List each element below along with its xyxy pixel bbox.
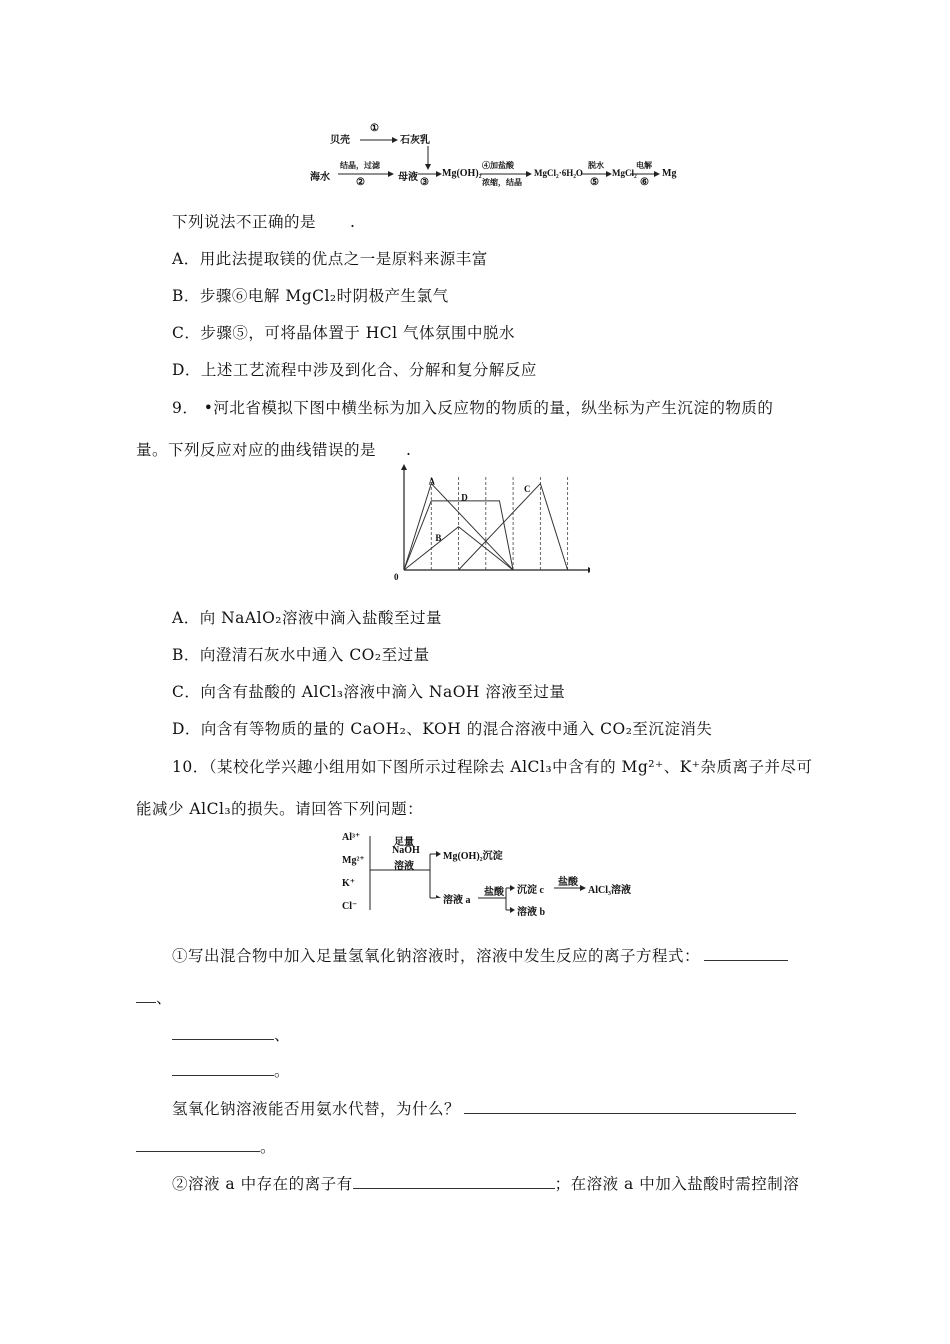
crystallize-filter-label: 结晶，过滤 [340, 161, 380, 170]
y-axis-arrow [401, 464, 407, 470]
mg-label: Mg [662, 168, 677, 179]
q9-option-d: D．向含有等物质的量的 CaOH₂、KOH 的混合溶液中通入 CO₂至沉淀消失 [172, 720, 713, 738]
series-label-b: B [435, 532, 442, 543]
ion-k: K⁺ [342, 878, 356, 889]
hcl-label-2: 盐酸 [558, 877, 578, 888]
electrolysis-label: 电解 [636, 161, 652, 170]
q9-stem-line2-text: 量。下列反应对应的曲线错误的是 [136, 441, 377, 459]
reagent-solution: 溶液 [394, 861, 414, 872]
answer-blank-4-cont[interactable] [136, 1137, 260, 1152]
q10-sub1-line1 [172, 944, 788, 966]
precip-mgoh2: Mg(OH)₂沉淀 [443, 851, 503, 862]
purification-arrows [340, 830, 660, 922]
reagent-amount: 足量 [394, 837, 414, 848]
series-label-d: D [461, 492, 468, 503]
q10-sub1-sep1: 、 [156, 989, 173, 1007]
lime-label: 石灰乳 [400, 135, 430, 146]
q8-stem-dot: . [350, 213, 356, 231]
step2-label: ② [356, 177, 365, 188]
q8-option-a: A．用此法提取镁的优点之一是原料来源丰富 [172, 250, 488, 268]
hcl-label-1: 盐酸 [484, 887, 504, 898]
q10-sub1-question-end: 。 [260, 1138, 277, 1156]
solution-a: 溶液 a [443, 895, 471, 906]
answer-blank-2[interactable] [172, 1025, 274, 1040]
q10-sub1-line2 [136, 986, 172, 1008]
seawater-label: 海水 [310, 172, 330, 183]
reagent-naoh: NaOH [392, 845, 420, 856]
precipitate-chart [390, 462, 590, 580]
q9-stem-dot: . [406, 441, 412, 459]
step5-label: ⑤ [590, 177, 599, 188]
q10-sub1-question [172, 1097, 796, 1119]
x-axis-arrow [588, 567, 590, 573]
step1-label: ① [370, 123, 379, 134]
dehydrate-label: 脱水 [588, 161, 604, 170]
q10-sub2-line1 [172, 1172, 799, 1194]
alcl3-purification-diagram [340, 830, 660, 922]
q10-sub1-text: ①写出混合物中加入足量氢氧化钠溶液时，溶液中发生反应的离子方程式： [172, 947, 701, 965]
mgcl2-label: MgCl₂ [612, 168, 637, 178]
series-label-c: C [524, 483, 531, 494]
hydrate-label: MgCl₂·6H₂O [534, 168, 583, 178]
q10-sub1-line4 [172, 1059, 290, 1081]
solution-b: 溶液 b [517, 907, 546, 918]
q10-stem-line1: 10．（某校化学兴趣小组用如下图所示过程除去 AlCl₃中含有的 Mg²⁺、K⁺杂质离子并尽可 [172, 758, 813, 776]
q9-stem-line2 [136, 438, 411, 460]
ion-al: Al³⁺ [342, 832, 361, 843]
answer-blank-5[interactable] [353, 1174, 555, 1189]
alcl3-solution: AlCl₃溶液 [588, 885, 631, 896]
q10-sub1-end: 。 [274, 1062, 291, 1080]
q8-stem-text: 下列说法不正确的是 [172, 213, 317, 231]
q9-stem-line1: 9． •河北省模拟下图中横坐标为加入反应物的物质的量，纵坐标为产生沉淀的物质的 [172, 399, 774, 417]
step4-label: ④加盐酸 [482, 161, 514, 170]
q8-option-d: D．上述工艺流程中涉及到化合、分解和复分解反应 [172, 361, 537, 379]
step3-label: ③ [420, 177, 429, 188]
ion-mg: Mg²⁺ [342, 855, 365, 866]
mother-liquor-label: 母液 [398, 172, 418, 183]
q8-option-b: B．步骤⑥电解 MgCl₂时阴极产生氯气 [172, 287, 449, 305]
q10-sub1-question-cont [136, 1135, 276, 1157]
answer-blank-4[interactable] [464, 1099, 796, 1114]
q9-option-a: A．向 NaAlO₂溶液中滴入盐酸至过量 [172, 609, 442, 627]
answer-blank-3[interactable] [172, 1061, 274, 1076]
chart-svg [390, 462, 590, 580]
q9-option-c: C．向含有盐酸的 AlCl₃溶液中滴入 NaOH 溶液至过量 [172, 683, 566, 701]
q8-stem [172, 210, 355, 232]
origin-label: 0 [394, 572, 399, 580]
shell-label: 贝壳 [330, 135, 350, 146]
q8-option-c: C．步骤⑤，可将晶体置于 HCl 气体氛围中脱水 [172, 324, 516, 342]
precip-c: 沉淀 c [517, 885, 544, 896]
ion-cl: Cl⁻ [342, 901, 358, 912]
q10-stem-line2: 能减少 AlCl₃的损失。请回答下列问题： [136, 800, 424, 818]
step6-label: ⑥ [640, 177, 649, 188]
q10-sub2-text-a: ②溶液 a 中存在的离子有 [172, 1175, 353, 1193]
q10-sub1-question-text: 氢氧化钠溶液能否用氨水代替，为什么？ [172, 1100, 461, 1118]
series-label-a: A [428, 476, 436, 487]
q10-sub1-sep2: 、 [274, 1026, 291, 1044]
q9-option-b: B．向澄清石灰水中通入 CO₂至过量 [172, 646, 430, 664]
q10-sub2-text-b: ；在溶液 a 中加入盐酸时需控制溶 [554, 1175, 800, 1193]
answer-blank-1-cont[interactable] [136, 988, 156, 1003]
q10-sub1-line3 [172, 1023, 290, 1045]
magnesium-flow-diagram [300, 118, 680, 198]
answer-blank-1[interactable] [704, 946, 788, 961]
concentrate-label: 浓缩，结晶 [482, 178, 522, 187]
mgoh2-label: Mg(OH)₂ [442, 168, 482, 179]
